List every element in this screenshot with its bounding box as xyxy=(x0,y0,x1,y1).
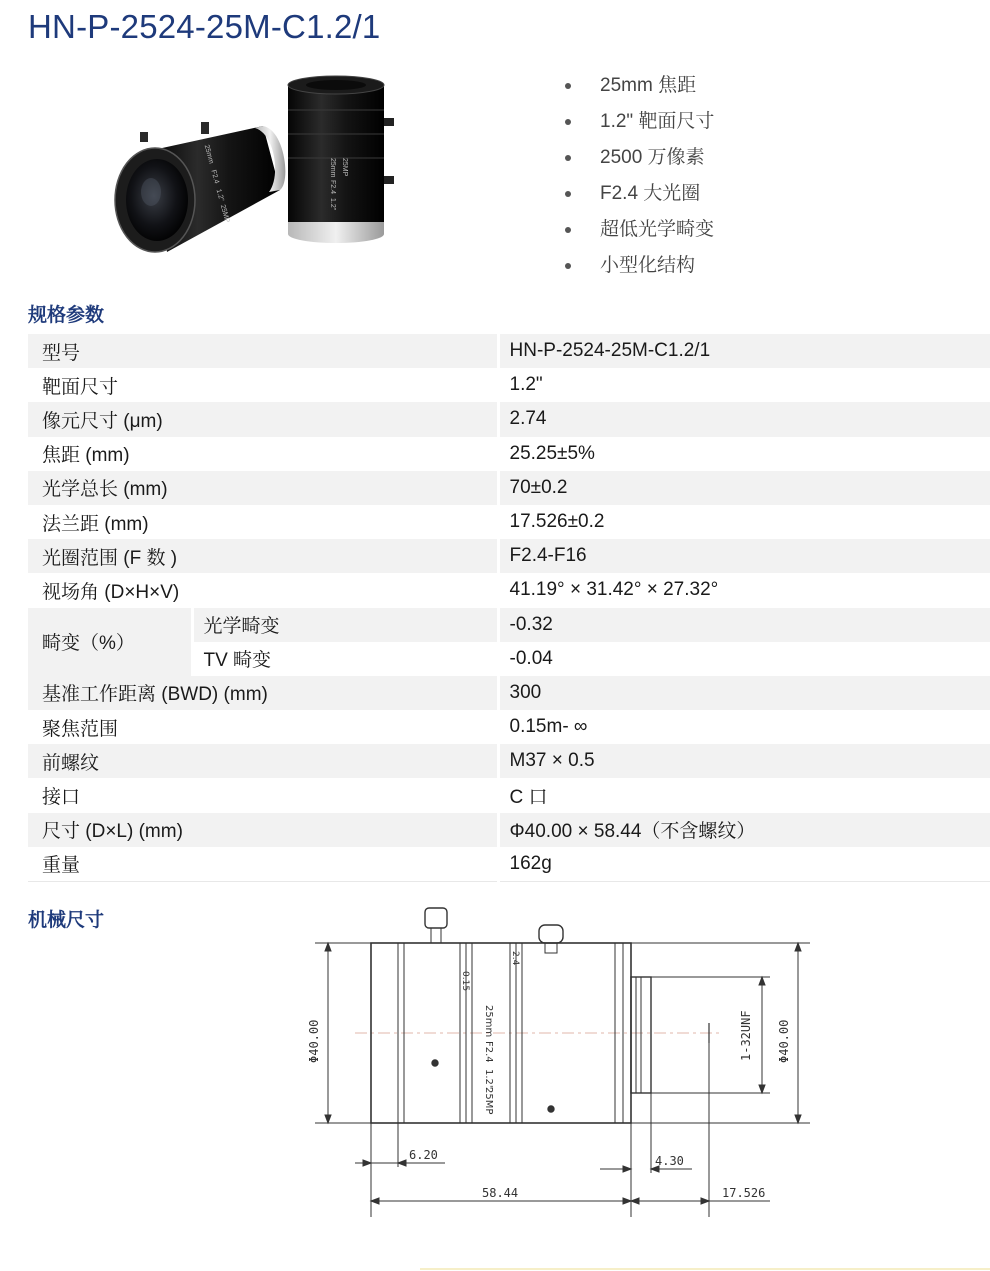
feature-list xyxy=(562,68,714,284)
table-row xyxy=(28,813,990,847)
feature-item: 小型化结构 xyxy=(562,248,714,284)
bullet-icon xyxy=(565,119,571,125)
table-row xyxy=(28,402,990,436)
mechanical-drawing xyxy=(300,905,820,1225)
ring-mark-0: 0.15 xyxy=(460,971,470,992)
dim-diameter-left: Φ40.00 xyxy=(307,1019,321,1063)
table-row xyxy=(28,676,990,710)
bullet-icon xyxy=(565,263,571,269)
spec-label: 前螺纹 xyxy=(28,744,498,778)
spec-value: 17.526±0.2 xyxy=(498,505,990,539)
spec-label: 焦距 (mm) xyxy=(42,445,130,467)
spec-value: 1.2" xyxy=(498,368,990,402)
dim-diameter-right: Φ40.00 xyxy=(777,1019,791,1063)
lens-text-3: 25MP xyxy=(483,1087,494,1115)
table-row xyxy=(28,608,990,642)
feature-item: 1.2" 靶面尺寸 xyxy=(562,104,714,140)
lens-text-0: 25mm xyxy=(483,1005,494,1038)
spec-label: 尺寸 (D×L) (mm) xyxy=(28,813,498,847)
drawing-section-title: 机械尺寸 xyxy=(28,910,105,931)
table-row xyxy=(28,471,990,505)
table-row xyxy=(28,847,990,882)
lens-standing xyxy=(288,76,394,243)
spec-value: 41.19° × 31.42° × 27.32° xyxy=(498,573,990,607)
spec-label: 聚焦范围 xyxy=(42,718,119,740)
table-row xyxy=(28,744,990,778)
back-lens-print-3: 25MP xyxy=(341,158,348,177)
table-row xyxy=(28,437,990,471)
spec-value: C 口 xyxy=(498,778,990,812)
front-lens-print-0: 25mm xyxy=(202,144,215,165)
spec-label: 畸变（%） xyxy=(28,608,192,676)
dim-6-20: 6.20 xyxy=(409,1148,438,1162)
spec-value: 300 xyxy=(498,676,990,710)
feature-item: 2500 万像素 xyxy=(562,140,714,176)
front-lens-print-3: 25MP xyxy=(218,203,231,224)
table-row xyxy=(28,368,990,402)
page-title: HN-P-2524-25M-C1.2/1 xyxy=(28,8,381,45)
dim-58-44: 58.44 xyxy=(482,1186,519,1200)
footer-divider xyxy=(420,1268,990,1270)
bullet-icon xyxy=(565,227,571,233)
spec-value: -0.32 xyxy=(498,608,990,642)
ring-mark-1: 2.4 xyxy=(510,951,520,966)
back-lens-print-0: 25mm xyxy=(329,158,336,178)
feature-item: 25mm 焦距 xyxy=(562,68,714,104)
spec-value: 25.25±5% xyxy=(498,437,990,471)
table-row xyxy=(28,778,990,812)
bullet-icon xyxy=(565,155,571,161)
spec-label: 视场角 (D×H×V) xyxy=(42,581,180,603)
dim-4-30: 4.30 xyxy=(655,1154,684,1168)
table-row xyxy=(28,573,990,607)
spec-value: 70±0.2 xyxy=(498,471,990,505)
spec-label: 光学总长 (mm) xyxy=(28,471,498,505)
table-row xyxy=(28,505,990,539)
spec-sublabel: 光学畸变 xyxy=(192,608,498,642)
spec-label: 光圈范围 (F 数 ) xyxy=(28,539,498,573)
spec-label: 型号 xyxy=(28,334,498,368)
spec-table xyxy=(28,334,990,882)
spec-value: 0.15m- ∞ xyxy=(498,710,990,744)
table-row xyxy=(28,710,990,744)
bullet-icon xyxy=(565,83,571,89)
spec-section-title: 规格参数 xyxy=(28,305,105,326)
lens-text-1: F2.4 xyxy=(483,1041,494,1063)
spec-value: 2.74 xyxy=(498,402,990,436)
spec-value: 162g xyxy=(498,847,990,882)
spec-label: 接口 xyxy=(42,787,81,809)
front-lens-print-2: 1.2" xyxy=(214,188,225,203)
spec-value: HN-P-2524-25M-C1.2/1 xyxy=(498,334,990,368)
front-lens-print-1: F2.4 xyxy=(209,169,220,185)
back-lens-print-1: F2.4 xyxy=(329,180,336,195)
dim-thread: 1-32UNF xyxy=(739,1010,753,1061)
spec-value: Φ40.00 × 58.44（不含螺纹） xyxy=(498,813,990,847)
table-row xyxy=(28,334,990,368)
spec-sublabel: TV 畸变 xyxy=(192,642,498,676)
spec-label: 靶面尺寸 xyxy=(42,376,119,398)
spec-label: 基准工作距离 (BWD) (mm) xyxy=(28,676,498,710)
product-photo xyxy=(105,72,435,262)
dim-17-526: 17.526 xyxy=(722,1186,766,1200)
lens-lying xyxy=(115,122,285,252)
spec-value: -0.04 xyxy=(498,642,990,676)
spec-label: 重量 xyxy=(28,847,498,882)
feature-item: 超低光学畸变 xyxy=(562,212,714,248)
spec-value: F2.4-F16 xyxy=(498,539,990,573)
spec-label: 像元尺寸 (μm) xyxy=(28,402,498,436)
spec-value: M37 × 0.5 xyxy=(498,744,990,778)
spec-label: 法兰距 (mm) xyxy=(42,513,149,535)
feature-item: F2.4 大光圈 xyxy=(562,176,714,212)
back-lens-print-2: 1.2" xyxy=(329,198,336,211)
bullet-icon xyxy=(565,191,571,197)
table-row xyxy=(28,539,990,573)
lens-text-2: 1.2" xyxy=(483,1069,494,1090)
